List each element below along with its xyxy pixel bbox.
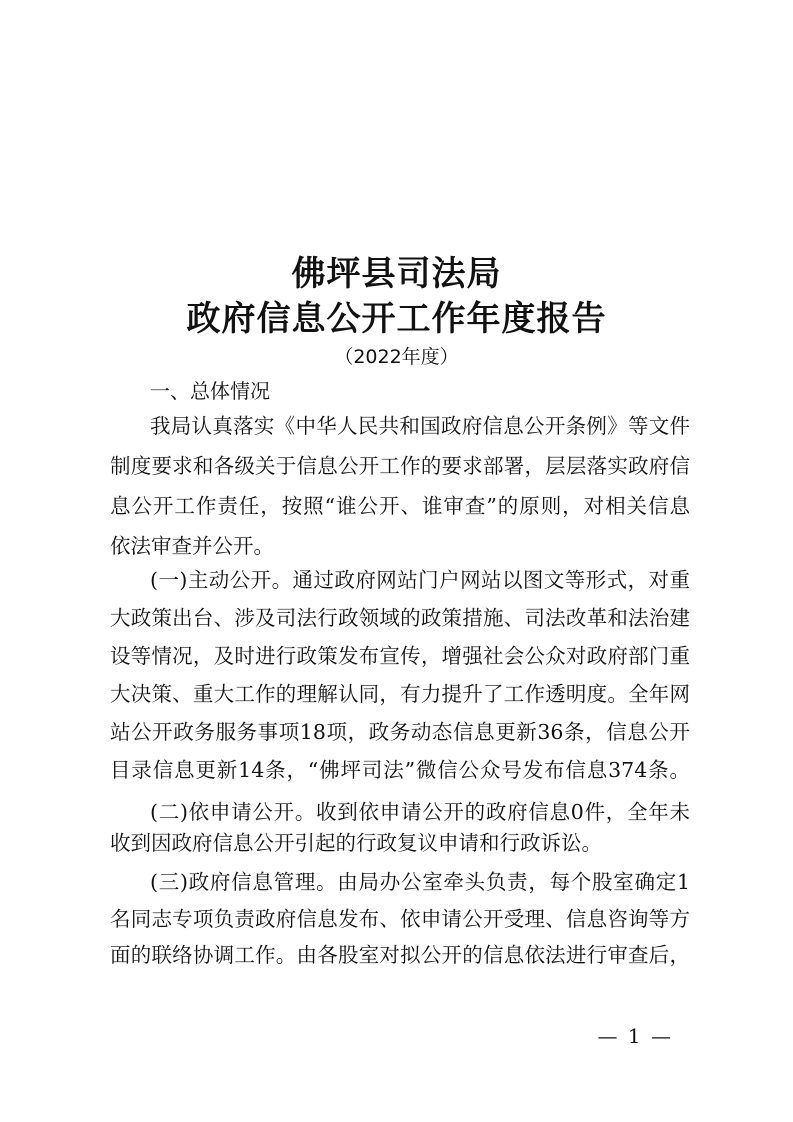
paragraph-line: (三)政府信息管理。由局办公室牵头负责，每个股室确定1: [150, 870, 690, 894]
document-title-line2: 政府信息公开工作年度报告: [186, 299, 607, 339]
section-heading-overview: 一、总体情况: [150, 379, 270, 403]
document-title-line1: 佛坪县司法局: [291, 254, 502, 294]
paragraph-line: 收到因政府信息公开引起的行政复议申请和行政诉讼。: [110, 831, 602, 855]
paragraph-line: (二)依申请公开。收到依申请公开的政府信息0件，全年未: [150, 800, 690, 824]
paragraph-line: 大决策、重大工作的理解认同，有力提升了工作透明度。全年网: [110, 682, 690, 706]
paragraph-line: 面的联络协调工作。由各股室对拟公开的信息依法进行审查后，: [110, 943, 690, 967]
paragraph-line: 制度要求和各级关于信息公开工作的要求部署，层层落实政府信: [110, 454, 690, 478]
paragraph-line: 息公开工作责任，按照“谁公开、谁审查”的原则，对相关信息: [110, 494, 690, 518]
paragraph-line: 我局认真落实《中华人民共和国政府信息公开条例》等文件: [150, 414, 690, 438]
paragraph-line: 大政策出台、涉及司法行政领域的政策措施、司法改革和法治建: [110, 606, 690, 630]
paragraph-line: 名同志专项负责政府信息发布、依申请公开受理、信息咨询等方: [110, 907, 690, 931]
paragraph-line: 目录信息更新14条，“佛坪司法”微信公众号发布信息374条。: [110, 758, 690, 782]
paragraph-line: 依法审查并公开。: [110, 534, 274, 558]
report-year: （2022年度）: [334, 346, 459, 368]
paragraph-line: 站公开政务服务事项18项，政务动态信息更新36条，信息公开: [110, 720, 690, 744]
paragraph-line: 设等情况，及时进行政策发布宣传，增强社会公众对政府部门重: [110, 644, 690, 668]
page-number: — 1 —: [597, 1024, 673, 1048]
paragraph-line: (一)主动公开。通过政府网站门户网站以图文等形式，对重: [150, 568, 690, 592]
